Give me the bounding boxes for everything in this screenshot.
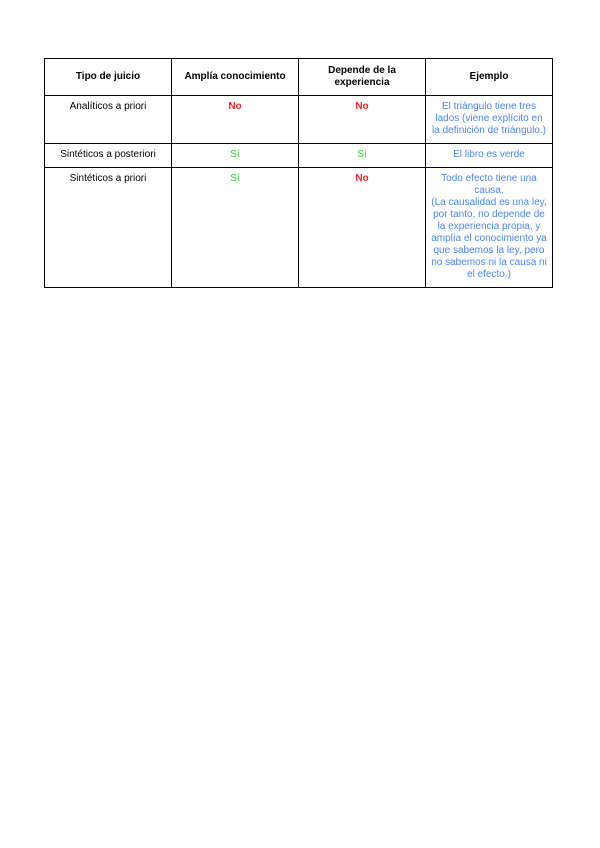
cell-example: El triángulo tiene tres lados (viene explícito en la definición de triángulo.) xyxy=(426,96,553,144)
header-tipo-de-juicio: Tipo de juicio xyxy=(45,59,172,96)
table-row xyxy=(45,144,553,168)
cell-type: Sintéticos a posteriori xyxy=(45,144,172,168)
cell-example: Todo efecto tiene una causa. (La causalidad es una ley, por tanto, no depende de la experiencia propia, y amplía el conocimiento ya que sabemos la ley, pero no sabemos ni la causa ni el efecto.) xyxy=(426,168,553,288)
header-amplia-conocimiento: Amplía conocimiento xyxy=(172,59,299,96)
cell-example: El libro es verde xyxy=(426,144,553,168)
table-row xyxy=(45,168,553,288)
cell-depende: Sí xyxy=(299,144,426,168)
cell-type: Analíticos a priori xyxy=(45,96,172,144)
judgment-types-table xyxy=(44,58,553,288)
header-ejemplo: Ejemplo xyxy=(426,59,553,96)
table-row xyxy=(45,96,553,144)
header-depende-experiencia: Depende de la experiencia xyxy=(299,59,426,96)
cell-amplia: No xyxy=(172,96,299,144)
cell-depende: No xyxy=(299,96,426,144)
cell-depende: No xyxy=(299,168,426,288)
cell-amplia: Sí xyxy=(172,168,299,288)
cell-amplia: Sí xyxy=(172,144,299,168)
cell-type: Sintéticos a priori xyxy=(45,168,172,288)
table-header-row xyxy=(45,59,553,96)
